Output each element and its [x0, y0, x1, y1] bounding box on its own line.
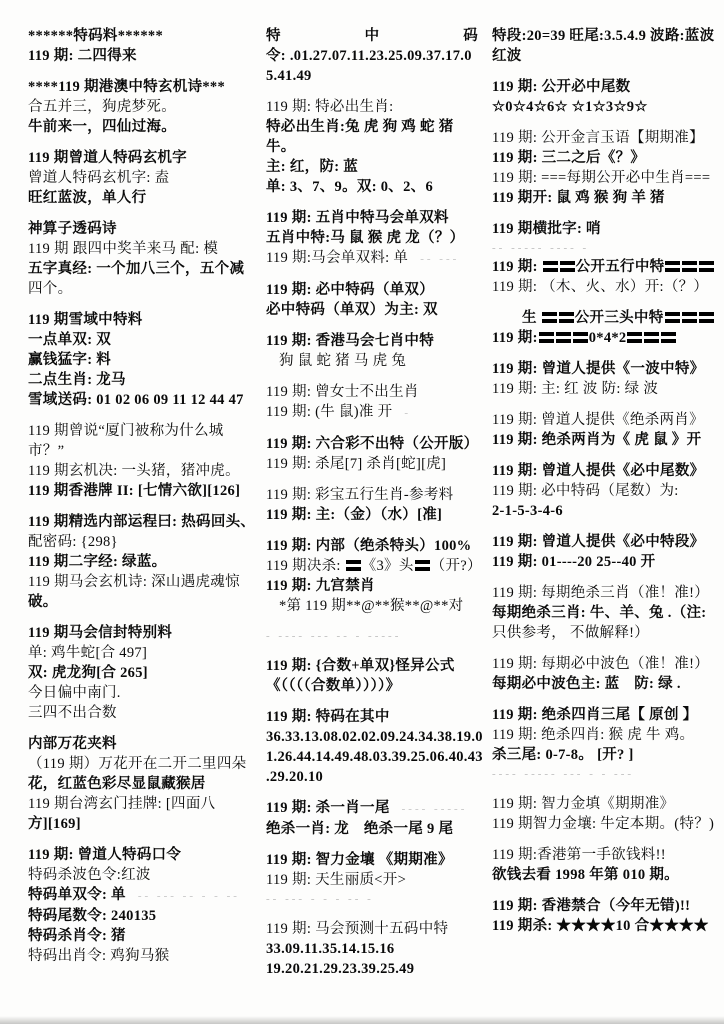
text-line: 119 期智力金壤: 牛定本期。(特？) [492, 816, 715, 832]
text-block [492, 896, 720, 936]
text-line: 119 期: 六合彩不出特（公开版） [266, 436, 479, 452]
text-line: 119 期精选内部运程曰: 热码回头、 [28, 514, 256, 530]
text-line: 119 期: 曾道人提供《绝杀两肖》 [492, 412, 704, 428]
text-line: 19.20.21.29.23.39.25.49 [266, 961, 415, 977]
text-line: 119 期: 智力金填《期期准》 [492, 796, 675, 812]
censor-bar-icon [661, 332, 676, 343]
censor-bar-icon [644, 332, 659, 343]
text-line: 119 期雪域中特料 [28, 312, 143, 328]
faded-artifact-line: - ---- --- -- - ----- [266, 630, 402, 642]
text-line: 119 期: （木、火、水）开:（？） [492, 279, 709, 295]
text-line: 119 期: 曾道人提供《必中尾数》 [492, 463, 705, 479]
text-block [266, 707, 482, 787]
text-line: 119 期: 特码在其中 [266, 709, 390, 725]
text-block [28, 734, 256, 834]
text-block [28, 623, 256, 723]
text-block [28, 219, 256, 299]
text-line: 旺红蓝波，单人行 [28, 190, 147, 206]
text-line: 特段:20=39 旺尾:3.5.4.9 波路:蓝波 [492, 28, 715, 44]
text-line: 市？” [28, 443, 65, 459]
text-line: 五字真经: 一个加八三个，五个减 [28, 261, 245, 277]
text-block [492, 359, 720, 399]
justified-char: 特 [266, 28, 281, 44]
text-line: 119 期马会信封特别料 [28, 625, 173, 641]
text-line: 特码杀波色令:红波 [28, 867, 151, 883]
text-line: 曾道人特码玄机字: 盍 [28, 170, 170, 186]
text-line: 119 期: 三二之后《？》 [492, 150, 646, 166]
text-block [492, 219, 720, 297]
text-line: 119 期马会玄机诗: 深山遇虎魂惊 [28, 574, 240, 590]
text-line: 119 期曾道人特码玄机字 [28, 150, 187, 166]
text-line: 119 期: 曾道人提供《一波中特》 [492, 361, 705, 377]
text-line: 119 期玄机决: 一头猪，猪冲虎。 [28, 463, 240, 479]
text-line: 五肖中特:马 鼠 猴 虎 龙（？） [266, 230, 465, 246]
censor-bar-icon [560, 261, 575, 272]
text-line: 1.26.44.14.49.48.03.39.25.06.40.43 [266, 749, 483, 765]
text-line: 双: 虎龙狗[合 265] [28, 665, 148, 681]
text-line: 每期绝杀三肖: 牛、羊、兔 .（注: [492, 605, 707, 621]
text-line: 单: 3、7、9。双: 0、2、6 [266, 179, 434, 195]
text-block [492, 532, 720, 572]
text-line: 四个。 [28, 281, 73, 297]
text-line: 119 期: 绝杀两肖为《 虎 鼠 》开 [492, 432, 702, 448]
text-line: 119 期: 杀尾[7] 杀肖[蛇][虎] [266, 456, 447, 472]
text-block [28, 421, 256, 501]
text-line: 119 期: 曾道人特码口令 [28, 847, 182, 863]
text-line: 特码单双令: 单 -- --- -- - - -- [28, 887, 240, 903]
text-block [492, 705, 720, 783]
text-line: 《（（（（合数单））））》 [266, 678, 401, 694]
text-line: 119 期: {合数+单双}怪异公式 [266, 658, 455, 674]
censor-bar-icon [539, 332, 554, 343]
text-block [28, 512, 256, 612]
text-line: 令: .01.27.07.11.23.25.09.37.17.0 [266, 48, 472, 64]
faded-artifact: -- --- -- - - -- [137, 890, 240, 902]
text-block [28, 845, 256, 966]
censor-bar-icon [665, 261, 680, 272]
text-line: 119 期曾说“厦门被称为什么城 [28, 423, 224, 439]
text-line: ****119 期港澳中特玄机诗*** [28, 79, 226, 95]
text-line: 119 期: 绝杀四肖三尾【 原创 】 [492, 707, 698, 723]
text-line: 119 期: 香港马会七肖中特 [266, 333, 435, 349]
text-line: 119 期: 内部（绝杀特头）100% [266, 538, 472, 554]
text-block [266, 382, 482, 423]
text-block [492, 77, 720, 117]
text-line: 特必出生肖:兔 虎 狗 鸡 蛇 猪 [266, 119, 454, 135]
text-line: 神算子透码诗 [28, 221, 117, 237]
text-line: 119 期: 公开五行中特 [492, 257, 720, 277]
text-block [492, 845, 720, 885]
text-line: 特码杀肖令: 猪 [28, 928, 126, 944]
text-line: 119 期:马会单双料: 单 -- --- [266, 250, 460, 266]
text-block [492, 410, 720, 450]
text-line: 2-1-5-3-4-6 [492, 503, 563, 519]
text-block [266, 434, 482, 474]
text-line: 119 期: 公开必中尾数 [492, 79, 631, 95]
text-line: 欲钱去看 1998 年第 010 期。 [492, 867, 679, 883]
text-line: 二点生肖: 龙马 [28, 372, 126, 388]
censor-bar-icon [682, 312, 697, 323]
text-line: 每期必中波色主: 蓝 防: 绿 . [492, 676, 681, 692]
text-line: 杀三尾: 0-7-8。 [开? ] [492, 747, 634, 763]
text-block [28, 148, 256, 208]
text-line: 119 期: 曾女士不出生肖 [266, 384, 419, 400]
text-block [266, 798, 482, 839]
censor-bar-icon [346, 560, 361, 571]
text-block [28, 310, 256, 410]
text-block [492, 654, 720, 694]
text-line: 方][169] [28, 816, 81, 832]
text-block [492, 26, 720, 66]
text-line: ******特码料****** [28, 28, 163, 44]
text-block [28, 26, 256, 66]
censor-bar-icon [682, 261, 697, 272]
censor-bar-icon [627, 332, 642, 343]
text-line: 特码出肖令: 鸡狗马猴 [28, 948, 170, 964]
text-line: 只供参考， 不做解释!） [492, 625, 650, 641]
text-line: 119 期: 主: 红 波 防: 绿 波 [492, 381, 659, 397]
text-line: 花，红蓝色彩尽显鼠藏猴居 [28, 776, 206, 792]
text-block [28, 77, 256, 137]
text-line: 一点单双: 双 [28, 332, 112, 348]
text-line: （119 期）万花开在二开二里四朵 [28, 756, 247, 772]
text-line: 119 期: 智力金壤 《期期准》 [266, 852, 453, 868]
column-middle [266, 26, 482, 990]
text-line: ☆0☆4☆6☆ ☆1☆3☆9☆ [492, 99, 648, 115]
text-line: 36.33.13.08.02.02.09.24.34.38.19.0 [266, 729, 483, 745]
text-line: 119 期: 0*4*2 [492, 328, 720, 348]
justified-char: 中 [364, 28, 380, 44]
text-line: 119 期: 绝杀四肖: 猴 虎 牛 鸡。 [492, 727, 695, 743]
text-line: 特码尾数令: 240135 [28, 908, 157, 924]
text-line: 119 期: 必中特码（单双） [266, 282, 435, 298]
censor-bar-icon [665, 312, 680, 323]
censor-bar-icon [559, 312, 574, 323]
text-line: 119 期: 主:（金）（水）[准] [266, 507, 443, 523]
text-line: 119 期香港牌 II: [七情六欲][126] [28, 483, 241, 499]
text-line: 119 期: 二四得来 [28, 48, 137, 64]
faded-artifact-line: -- ----- ---- - [492, 242, 590, 254]
censor-bar-icon [699, 312, 714, 323]
text-line: 破。 [28, 594, 58, 610]
text-line: 119 期: 特必出生肖: [266, 99, 394, 115]
text-line: 配密码: {298} [28, 534, 118, 550]
text-line: 牛前来一，四仙过海。 [28, 119, 176, 135]
text-line: 119 期: 必中特码（尾数）为: [492, 483, 679, 499]
text-block [492, 128, 720, 208]
text-line: 119 期: 彩宝五行生肖-参考料 [266, 487, 454, 503]
faded-artifact: -- --- [420, 253, 460, 265]
text-line: 红波 [492, 48, 522, 64]
text-block [266, 627, 482, 645]
text-line: 119 期: 公开金言玉语【期期准】 [492, 130, 704, 146]
text-line: 5.41.49 [266, 68, 312, 84]
text-line: .29.20.10 [266, 769, 324, 785]
censor-bar-icon [699, 261, 714, 272]
text-block [266, 208, 482, 269]
text-line: 33.09.11.35.14.15.16 [266, 941, 395, 957]
text-line: 119 期: 香港禁合（今年无错)!! [492, 898, 691, 914]
text-line: 主: 红，防: 蓝 [266, 159, 359, 175]
text-line: 牛。 [266, 139, 296, 155]
text-block [266, 331, 482, 371]
column-left [28, 26, 256, 990]
text-line: 119 期开: 鼠 鸡 猴 狗 羊 猪 [492, 190, 665, 206]
text-line: 三四不出合数 [28, 705, 117, 721]
text-line: 119 期杀: ★★★★10 合★★★★ [492, 918, 709, 934]
text-line: 119 期: (牛 鼠)准 开 - [266, 404, 412, 420]
text-line: 119 期: 杀一肖一尾 ---- ----- [266, 800, 468, 816]
text-line: 119 期横批字: 哨 [492, 221, 601, 237]
text-line: 119 期: 马会预测十五码中特 [266, 921, 449, 937]
text-line: *第 119 期**@**猴**@**对 [279, 598, 464, 614]
justified-char: 码 [463, 28, 478, 44]
text-block [492, 308, 720, 348]
text-line: 119 期: 01----20 25--40 开 [492, 554, 656, 570]
text-line: 119 期: ===每期公开必中生肖=== [492, 170, 711, 186]
censor-bar-icon [573, 332, 588, 343]
faded-artifact-line: ---- ----- --- - - --- [492, 768, 635, 780]
faded-artifact: ---- ----- [401, 803, 468, 815]
scan-edge-artifact [0, 1016, 724, 1024]
text-block [266, 536, 482, 616]
text-line: 119 期: 每期必中波色（准！准!） [492, 656, 710, 672]
text-block [266, 656, 482, 696]
text-line: 119 期:香港第一手欲钱料!! [492, 847, 666, 863]
text-block [266, 850, 482, 908]
censor-bar-icon [556, 332, 571, 343]
text-block [492, 794, 720, 834]
text-line: 119 期决杀: 《3》头 （开?） [266, 558, 482, 574]
text-block [266, 919, 482, 979]
censor-bar-icon [542, 312, 557, 323]
text-line: 必中特码（单双）为主: 双 [266, 302, 438, 318]
censor-bar-icon [543, 261, 558, 272]
faded-artifact-line: -- --- - - - -- - [266, 893, 374, 905]
text-line: 单: 鸡牛蛇[合 497] [28, 645, 148, 661]
text-line: 合五并三，狗虎梦死。 [28, 99, 176, 115]
text-line: 119 期: 曾道人提供《必中特段》 [492, 534, 705, 550]
faded-artifact: - [404, 407, 412, 419]
text-line: 雪域送码: 01 02 06 09 11 12 44 47 [28, 392, 244, 408]
text-block [266, 280, 482, 320]
text-line: 119 期台湾玄门挂牌: [四面八 [28, 796, 216, 812]
text-line: 119 期: 五肖中特马会单双料 [266, 210, 449, 226]
text-line: 119 期二字经: 绿蓝。 [28, 554, 167, 570]
text-line [266, 26, 482, 46]
text-line: 119 期: 九宫禁肖 [266, 578, 375, 594]
column-right [492, 26, 720, 990]
text-line: 119 期: 天生丽质<开> [266, 872, 407, 888]
text-block [266, 97, 482, 197]
text-block [492, 583, 720, 643]
text-line: 生 公开三头中特 [492, 308, 720, 328]
text-line: 119 期: 每期绝杀三肖（准！准!） [492, 585, 710, 601]
text-line: 119 期 跟四中奖羊来马 配: 模 [28, 241, 219, 257]
text-block [266, 485, 482, 525]
censor-bar-icon [415, 560, 430, 571]
text-line: 今日偏中南门. [28, 685, 121, 701]
text-line: 内部万花夹料 [28, 736, 117, 752]
text-block [492, 461, 720, 521]
text-line: 狗 鼠 蛇 猪 马 虎 兔 [279, 353, 407, 369]
text-line: 绝杀一肖: 龙 绝杀一尾 9 尾 [266, 821, 454, 837]
text-line: 赢钱猛字: 料 [28, 352, 112, 368]
text-block [266, 26, 482, 86]
